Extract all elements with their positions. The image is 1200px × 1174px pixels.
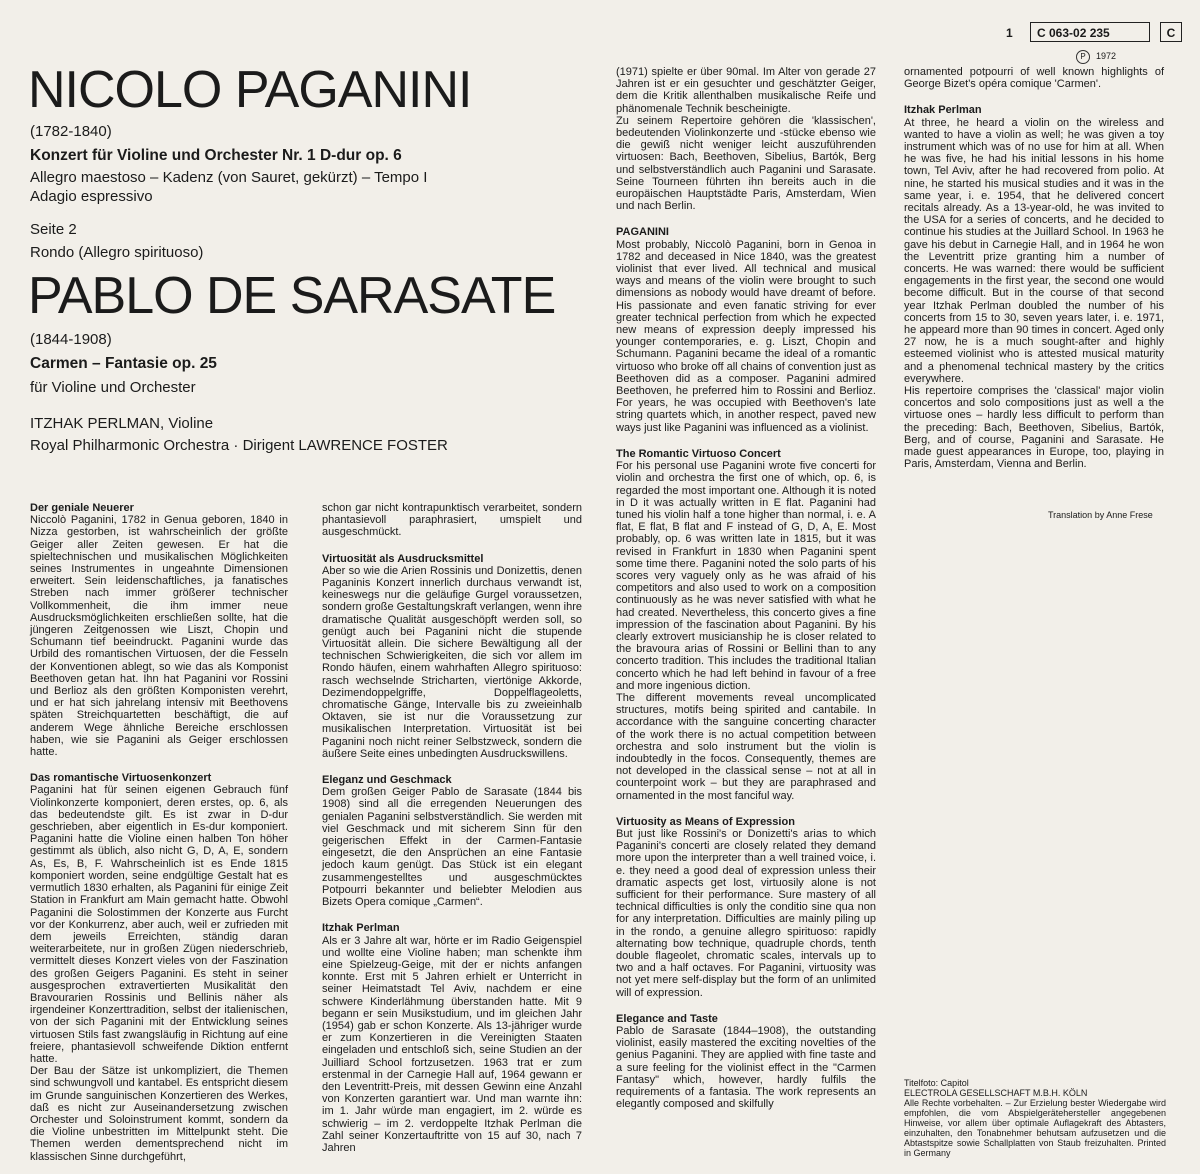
translation-credit: Translation by Anne Frese bbox=[1048, 510, 1153, 520]
section-itzhak-perlman-en bbox=[904, 104, 1164, 470]
rights-notice: Alle Rechte vorbehalten. – Zur Erzielung bester Wiedergabe wird empfohlen, die vom Abspielgeräteherstellег angegebenen Hinweise, vor allem über optimale Auflagekraft des Abtasters, einzuhalten, den Tonabnehmer behutsam aufzusetzen und die Abtastspitze sowie Schallplatten von Staub freizuhalten. bbox=[904, 1098, 1166, 1148]
section-text: Aber so wie die Arien Rossinis und Donizettis, denen Paganinis Konzert innerlich durchaus verwandt ist, keineswegs nur die geläufige Gurgel voraussetzen, sondern große Gestaltungskraft verlangen, wenn ihre dramatische Qualität ausgeschöpft werden soll, so genügt auch bei Paganini nicht die stupende Virtuosität allein. Die sichere Bewältigung all der technischen Schwierigkeiten, die sich vor allem im Rondo häufen, einem wahrhaften Allegro spirituoso: rasch wechselnde Stricharten, viertönige Akkorde, Dezimendoppelgriffe, Doppelflageoletts, chromatische Gänge, Intervalle bis zu zweieinhalb Oktaven, sie ist nur die Voraussetzung zur musikalischen Interpretation. Virtuosität ist bei Paganini noch nicht reiner Selbstzweck, sondern die äußere Seite eines unbedingten Ausdruckswillens. bbox=[322, 564, 582, 760]
credits-block bbox=[904, 1078, 1166, 1158]
catalog-code: C 063-02 235 bbox=[1030, 22, 1150, 42]
section-text: (1971) spielte er über 90mal. Im Alter von gerade 27 Jahren ist er ein gesuchter und geschätzter Geiger, dem die Kritik allenthalben musikalische Reife und phänomenale Technik bescheinigte. bbox=[616, 66, 876, 115]
sarasate-scoring: für Violine und Orchester bbox=[30, 379, 196, 396]
section-text: Zu seinem Repertoire gehören die 'klassischen', bedeutenden Violinkonzerte und -stücke ebenso wie die gewiß nicht weniger leicht auszuführenden virtuosen: Bach, Beethoven, Sibelius, Bartók, Berg und selbstverständlich auch Paganini und Sarasate. Seine Tourneen führten ihn bereits auch in die europäischen Hauptstädte Paris, Amsterdam, Wien und nach Berlin. bbox=[616, 114, 876, 213]
section-text: Niccolò Paganini, 1782 in Genua geboren, 1840 in Nizza gestorben, ist wahrscheinlich der größte Geiger aller Zeiten gewesen. Er hat die spieltechnischen und musikalischen Möglichkeiten seines Instrumentes in ungeahnte Dimensionen erweitert. Sein leidenschaftliches, ja fanatisches Streben nach immer größerer technischer Vollkommenheit, die ihm immer neue Ausdrucksmöglichkeiten erschließen sollte, hat die jüngeren Zeitgenossen wie Liszt, Chopin und Schumann tief beeindruckt. Paganini wurde das Urbild des romantischen Virtuosen, der die Fesseln der Konventionen ablegt, so wie das als Komponist Beethoven getan hat. Ihn hat Paganini vor Rossini und Berlioz als den größten Komponisten verehrt, und er hat sich jahrelang intensiv mit Beethovens späten Streichquartetten beschäftigt, die auf anderem Wege ähnliche Bereiche erschlossen haben, wie sie Paganini als Geiger erschlossen hatte. bbox=[30, 514, 288, 759]
section-text: Dem großen Geiger Pablo de Sarasate (1844 bis 1908) sind all die erregenden Neuerungen des genialen Paganini selbstverständlich. Sie werden mit viel Geschmack und mit sicherem Sinn für den geigerischen Effekt in der Carmen-Fantasie eingesetzt, die den Ansprüchen an eine Fantasie jedoch kaum genügt. Das Stück ist ein elegant zusammengestelltes und ausgeschmücktes Potpourri bekannter und beliebter Melodien aus Bizets Opera comique „Carmen“. bbox=[322, 786, 582, 909]
section-text: His repertoire comprises the 'classical' major violin concertos and solo compositions just as well a the virtuose ones – hardly less difficult to perform than the preceding: Bach, Beethoven, Sibelius, Bartók, Berg, and of course, Paganini and Sarasate. He made guest appearances in Europe, too, playing in Paris, Amsterdam, Vienna and Berlin. bbox=[904, 385, 1164, 471]
section-continuation bbox=[904, 66, 1164, 90]
section-text: Most probably, Niccolò Paganini, born in Genoa in 1782 and deceased in Nice 1840, was the greatest violinist that ever lived. All technical and musical ways and means of the violin were brought to such dimensions as nobody would have dreamt of before. His passionate and even fanatic striving for ever greater technical perfection from which he expected new means of expression deeply impressed his younger contemporaries, e. g. Liszt, Chopin and Schumann. Paganini became the ideal of a romantic virtuoso who broke off all chains of convention just as Beethoven did as a composer. Paganini admired Beethoven, he preferred him to Rossini and Berlioz. For years, he was occupied with Beethoven's late string quartets which, in another respect, paved new ways just like Paganini was influenced as a violinist. bbox=[616, 238, 876, 434]
section-text: ornamented potpourri of well known highlights of George Bizet's opéra comique 'Carmen'. bbox=[904, 66, 1164, 91]
phonogram-symbol-icon: P bbox=[1076, 50, 1090, 64]
section-text: For his personal use Paganini wrote five concerti for violin and orchestra the first one of which, op. 6, is regarded the most important one. Although it is noted in D it was actually written in E flat. Paganini had tuned his violin half a tone higher than normal, i. e. A flat, E flat, B flat and F instead of G, D, A, E. Most probably, op. 6 was written late in 1815, but it was revised in Frankfurt in 1830 when Paganini spent some time there. Paganini noted the solo parts of his scores very vaguely only as he was afraid of his competitors and also used to work on a composition continuously as he was never satisfied with what he had created. Nevertheless, this concerto gives a fine impression of the fascination about Paganini. By his clearly extrovert musicianship he is closer related to the bravoura arias of Rossini or Bellini than to any concerto tradition. This includes the traditional Italian concerto which he had left behind in favour of a free and more ingenious diction. bbox=[616, 460, 876, 692]
catalog-letter: C bbox=[1160, 22, 1182, 42]
english-column-1 bbox=[616, 66, 876, 1110]
printed-in: Printed in Germany bbox=[904, 1138, 1166, 1158]
section-elegance bbox=[616, 1013, 876, 1111]
german-column-1 bbox=[30, 502, 288, 1163]
publisher: ELECTROLA GESELLSCHAFT M.B.H. KÖLN bbox=[904, 1088, 1088, 1098]
section-text: Paganini hat für seinen eigenen Gebrauch fünf Violinkonzerte komponiert, deren erstes, op. 6, als das bedeutendste gilt. Es ist zwar in D-dur geschrieben, aber eigentlich in Es-dur komponiert. Paganini hatte die Violine einen halben Ton höher gestimmt als üblich, also nicht G, D, A, E, sondern As, Es, B, F. Wahrscheinlich ist es Ende 1815 komponiert worden, seine endgültige Gestalt hat es vermutlich 1830 erhalten, als Paganini für einige Zeit Station in Frankfurt am Main gemacht hatte. Obwohl Paganini die Solostimmen der Konzerte aus Furcht vor der Konkurrenz, aber auch, weil er zufrieden mit dem jeweils Erreichten, ständig daran weiterarbeitete, nur in großen Zügen niederschrieb, vermittelt dieses Konzert vieles von der Faszination des großen Geigers Paganini. Es steht in seiner ausgesprochen extravertierten Musikalität den Bravourarien Rossinis und Bellinis näher als irgendeiner Konzerttradition, selbst der italienischen, von der sich Paganini mit der Entwicklung seines virtuosen Stils fast zwangsläufig in Richtung auf eine freiere, phantasievoll schweifende Diktion entfernt hatte. bbox=[30, 784, 288, 1065]
section-heading: Der geniale Neuerer bbox=[30, 502, 134, 514]
section-heading: Elegance and Taste bbox=[616, 1012, 718, 1025]
section-heading: Itzhak Perlman bbox=[904, 104, 982, 117]
catalog-side: 1 bbox=[1006, 26, 1013, 40]
sarasate-dates: (1844-1908) bbox=[30, 331, 112, 348]
section-text: schon gar nicht kontrapunktisch verarbeitet, sondern phantasievoll paraphrasiert, umspielt und ausgeschmückt. bbox=[322, 502, 582, 539]
phonogram-year: 1972 bbox=[1096, 51, 1117, 61]
section-virtuosity bbox=[616, 816, 876, 999]
paganini-dates: (1782-1840) bbox=[30, 123, 112, 140]
paganini-work: Konzert für Violine und Orchester Nr. 1 D-dur op. 6 bbox=[30, 147, 402, 164]
section-text: Pablo de Sarasate (1844–1908), the outstanding violinist, easily mastered the exciting novelties of the genius Paganini. They are applied with fine taste and a sure feeling for the violinist effect in the "Carmen Fantasy" which, however, hardly fulfils the requirements of a fantasia. The work represents an elegantly composed and skilfully bbox=[616, 1025, 876, 1111]
section-paganini-en bbox=[616, 226, 876, 433]
section-eleganz bbox=[322, 774, 582, 908]
section-heading: Das romantische Virtuosenkonzert bbox=[30, 772, 212, 785]
section-heading: Itzhak Perlman bbox=[322, 922, 400, 935]
section-text: The different movements reveal uncomplicated structures, motifs being spirited and cantabile. In accordance with the sanguine concerting character of the work there is no actual competition between orchestra and solo instrument but the violin is indoubtedly in the focos. Consequently, themes are not developed in the classical sense – not at all in counterpoint work – but they are paraphrased and ornamented in the most fanciful way. bbox=[616, 691, 876, 802]
section-continuation bbox=[322, 502, 582, 539]
paganini-adagio: Adagio espressivo bbox=[30, 188, 153, 205]
paganini-rondo: Rondo (Allegro spirituoso) bbox=[30, 244, 204, 261]
cover-photo-credit: Titelfoto: Capitol bbox=[904, 1078, 969, 1088]
section-der-geniale-neuerer bbox=[30, 502, 288, 758]
paganini-movements: Allegro maestoso – Kadenz (von Sauret, gekürzt) – Tempo I bbox=[30, 169, 428, 186]
paganini-side: Seite 2 bbox=[30, 221, 77, 238]
section-heading: Eleganz und Geschmack bbox=[322, 774, 452, 787]
catalog-number bbox=[1006, 22, 1186, 46]
section-itzhak-perlman-de bbox=[322, 922, 582, 1154]
section-virtuositaet bbox=[322, 553, 582, 760]
section-continuation bbox=[616, 66, 876, 212]
section-heading: The Romantic Virtuoso Concert bbox=[616, 447, 781, 460]
sarasate-soloist: ITZHAK PERLMAN, Violine bbox=[30, 415, 214, 432]
phonogram-notice bbox=[1076, 50, 1116, 64]
section-heading: PAGANINI bbox=[616, 226, 669, 239]
section-heading: Virtuosität als Ausdrucksmittel bbox=[322, 552, 484, 565]
section-text: At three, he heard a violin on the wireless and wanted to have a violin as well; he was given a toy instrument which was of no use for him at all. When he was five, he had his initial lessons in his home town, Tel Aviv, after he had recovered from polio. At nine, he started his musical studies and it was in the same year, i. e. 1954, that he delivered concert recitals already. As a 13-year-old, he was invited to the USA for a series of concerts, and he decided to continue his studies at the Juillard School. In 1963 he gave his debut in Carnegie Hall, and in 1964 he won the Leventritt prize granting him a number of concerts. He was warned: there would be sufficient engagements in the first year, the second one would become difficult. But in the course of that second year Itzhak Perlman doubled the number of his concerts from 15 to 30, seven years later, i. e. 1971, he appeard more than 90 times in concert. Aged only 27 now, he is a much sought-after and highly esteemed violinist who is attested musical maturity and a phenomenal technical mastery by the critics everywhere. bbox=[904, 116, 1164, 385]
section-text: But just like Rossini's or Donizetti's arias to which Paganini's concerti are closely related they demand more upon the interpreter than a well trained voice, i. e. they need a good deal of expression unless their dramatic aspects get lost, virtuosily alone is not sufficient for their performance. Sure mastery of all technical difficulties is only the conditio sine qua non for any interpretation. Difficulties are mainly piling up in the rondo, a genuine allegro spirituoso: rapidly alternating bow technique, quadruple chords, tenth double flageolet, chromatic scales, intervals up to two and a half octaves. For Paganini, virtuosity was not yet mere self-display but the form of an unlimited will of expression. bbox=[616, 827, 876, 999]
section-text: Als er 3 Jahre alt war, hörte er im Radio Geigenspiel und wollte eine Violine haben; man schenkte ihm eine Spielzeug-Geige, mit der er nichts anfangen konnte. Erst mit 5 Jahren erhielt er Unterricht in seiner Heimatstadt Tel Aviv, nachdem er eine schwere Kinderlähmung überstanden hatte. Mit 9 begann er sein Musikstudium, und im gleichen Jahr (1954) gab er schon Konzerte. Als 13-jähriger wurde er zum Konzertieren in die Vereinigten Staaten eingeladen und entschloß sich, seine Studien an der Juilliard School fortzusetzen. 1963 trat er zum erstenmal in der Carnegie Hall auf, 1964 gewann er den Leventritt-Preis, mit dessen Gewinn eine Anzahl von Konzerten garantiert war. Und man warnte ihn: im 1. Jahr würde man engagiert, im 2. würde es schwierig – im 2. verdoppelte Itzhak Perlman die Zahl seiner Konzertauftritte von 15 auf 30, nach 7 Jahren bbox=[322, 934, 582, 1154]
english-column-2 bbox=[904, 66, 1164, 471]
sarasate-orchestra: Royal Philharmonic Orchestra · Dirigent LAWRENCE FOSTER bbox=[30, 437, 448, 454]
composer-paganini-title: NICOLO PAGANINI bbox=[28, 61, 472, 119]
section-heading: Virtuosity as Means of Expression bbox=[616, 815, 795, 828]
composer-sarasate-title: PABLO DE SARASATE bbox=[28, 267, 556, 325]
section-text: Der Bau der Sätze ist unkompliziert, die Themen sind schwungvoll und kantabel. Es entspricht diesem im Grunde sanguinischen Konzertieren des Werkes, daß es nicht zur Auseinandersetzung zwischen Orchester und Soloinstrument kommt, sondern da die Violine unbestritten im Mittelpunkt steht. Die Themen werden dementsprechend nicht im klassischen Sinne durchgeführt, bbox=[30, 1065, 288, 1163]
section-virtuosenkonzert bbox=[30, 772, 288, 1163]
section-romantic-virtuoso bbox=[616, 448, 876, 802]
german-column-2 bbox=[322, 502, 582, 1154]
sarasate-work: Carmen – Fantasie op. 25 bbox=[30, 355, 217, 372]
